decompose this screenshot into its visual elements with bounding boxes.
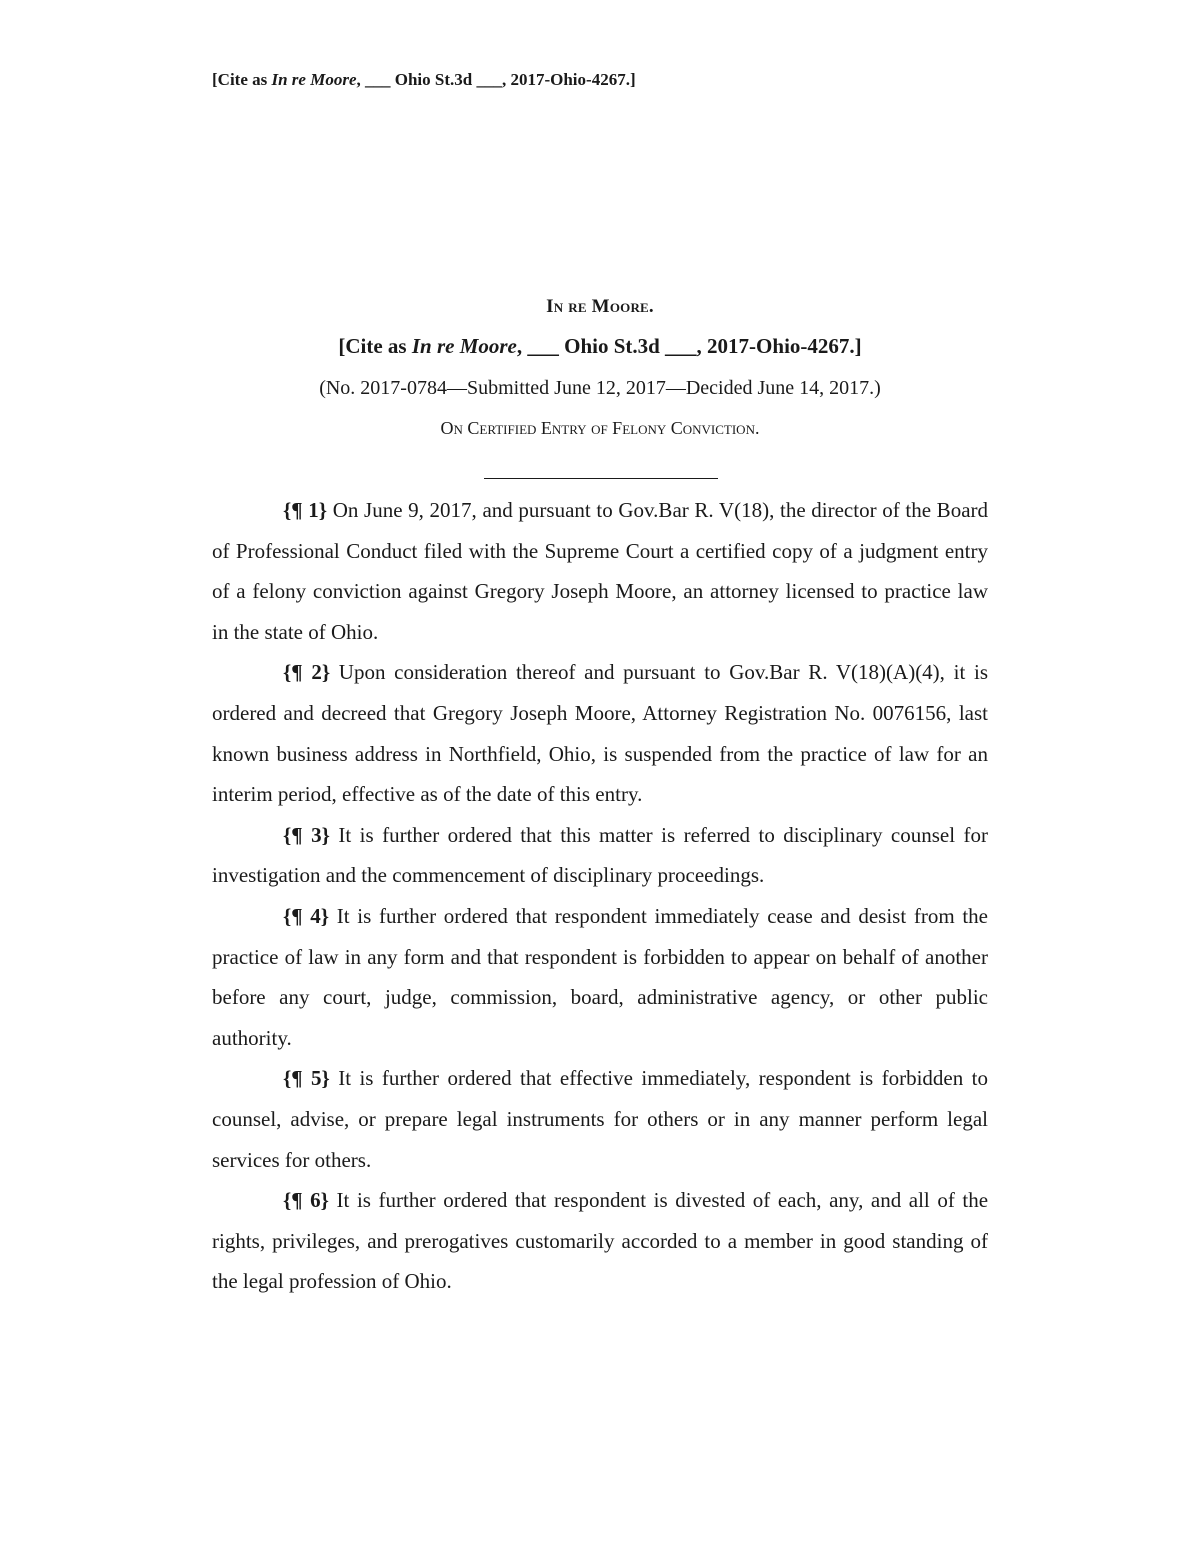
paragraph-1	[212, 490, 988, 652]
case-title: In re Moore.	[546, 296, 654, 317]
paragraph-number: {¶ 2}	[283, 660, 331, 685]
paragraph-6	[212, 1180, 988, 1302]
paragraph-number: {¶ 3}	[283, 822, 330, 847]
paragraph-text: It is further ordered that effective immediately, respondent is forbidden to counsel, advise, or prepare legal instruments for others or in any manner perform legal services for others.	[212, 1066, 989, 1172]
citation-line	[0, 334, 1200, 359]
paragraph-number: {¶ 5}	[283, 1066, 330, 1091]
opinion-body	[212, 490, 988, 1302]
caption-separator-rule	[484, 478, 718, 479]
docket-line: (No. 2017-0784—Submitted June 12, 2017—Decided June 14, 2017.)	[319, 377, 881, 399]
paragraph-number: {¶ 4}	[283, 903, 330, 928]
paragraph-text: It is further ordered that respondent is divested of each, any, and all of the rights, privileges, and prerogatives customarily accorded to a member in good standing of the legal profession of Ohio.	[212, 1188, 989, 1294]
paragraph-3	[212, 815, 988, 896]
proceeding-type: On Certified Entry of Felony Conviction.	[440, 418, 760, 438]
running-head-citation	[212, 70, 636, 90]
running-head-prefix: [Cite as	[212, 70, 272, 89]
paragraph-number: {¶ 6}	[283, 1188, 329, 1213]
paragraph-5	[212, 1058, 988, 1180]
paragraph-text: On June 9, 2017, and pursuant to Gov.Bar R. V(18), the director of the Board of Professional Conduct filed with the Supreme Court a certified copy of a judgment entry of a felony conviction against Gregory Joseph Moore, an attorney licensed to practice law in the state of Ohio.	[212, 498, 989, 644]
citation-prefix: [Cite as	[338, 334, 412, 358]
paragraph-number: {¶ 1}	[283, 498, 328, 522]
running-head-suffix: , ___ Ohio St.3d ___, 2017-Ohio-4267.]	[356, 70, 636, 89]
paragraph-text: Upon consideration thereof and pursuant to Gov.Bar R. V(18)(A)(4), it is ordered and decreed that Gregory Joseph Moore, Attorney Registration No. 0076156, last known business address in Northfield, Ohio, is suspended from the practice of law for an interim period, effective as of the date of this entry.	[212, 660, 989, 807]
paragraph-text: It is further ordered that respondent immediately cease and desist from the practice of law in any form and that respondent is forbidden to appear on behalf of another before any court, judge, commission, board, administrative agency, or other public authority.	[212, 903, 989, 1050]
running-head-case-name: In re Moore	[271, 70, 357, 89]
paragraph-2	[212, 652, 988, 814]
paragraph-text: It is further ordered that this matter is referred to disciplinary counsel for investigation and the commencement of disciplinary proceedings.	[212, 822, 989, 888]
citation-suffix: , ___ Ohio St.3d ___, 2017-Ohio-4267.]	[516, 334, 862, 358]
citation-case-name: In re Moore	[411, 334, 517, 358]
paragraph-4	[212, 896, 988, 1058]
